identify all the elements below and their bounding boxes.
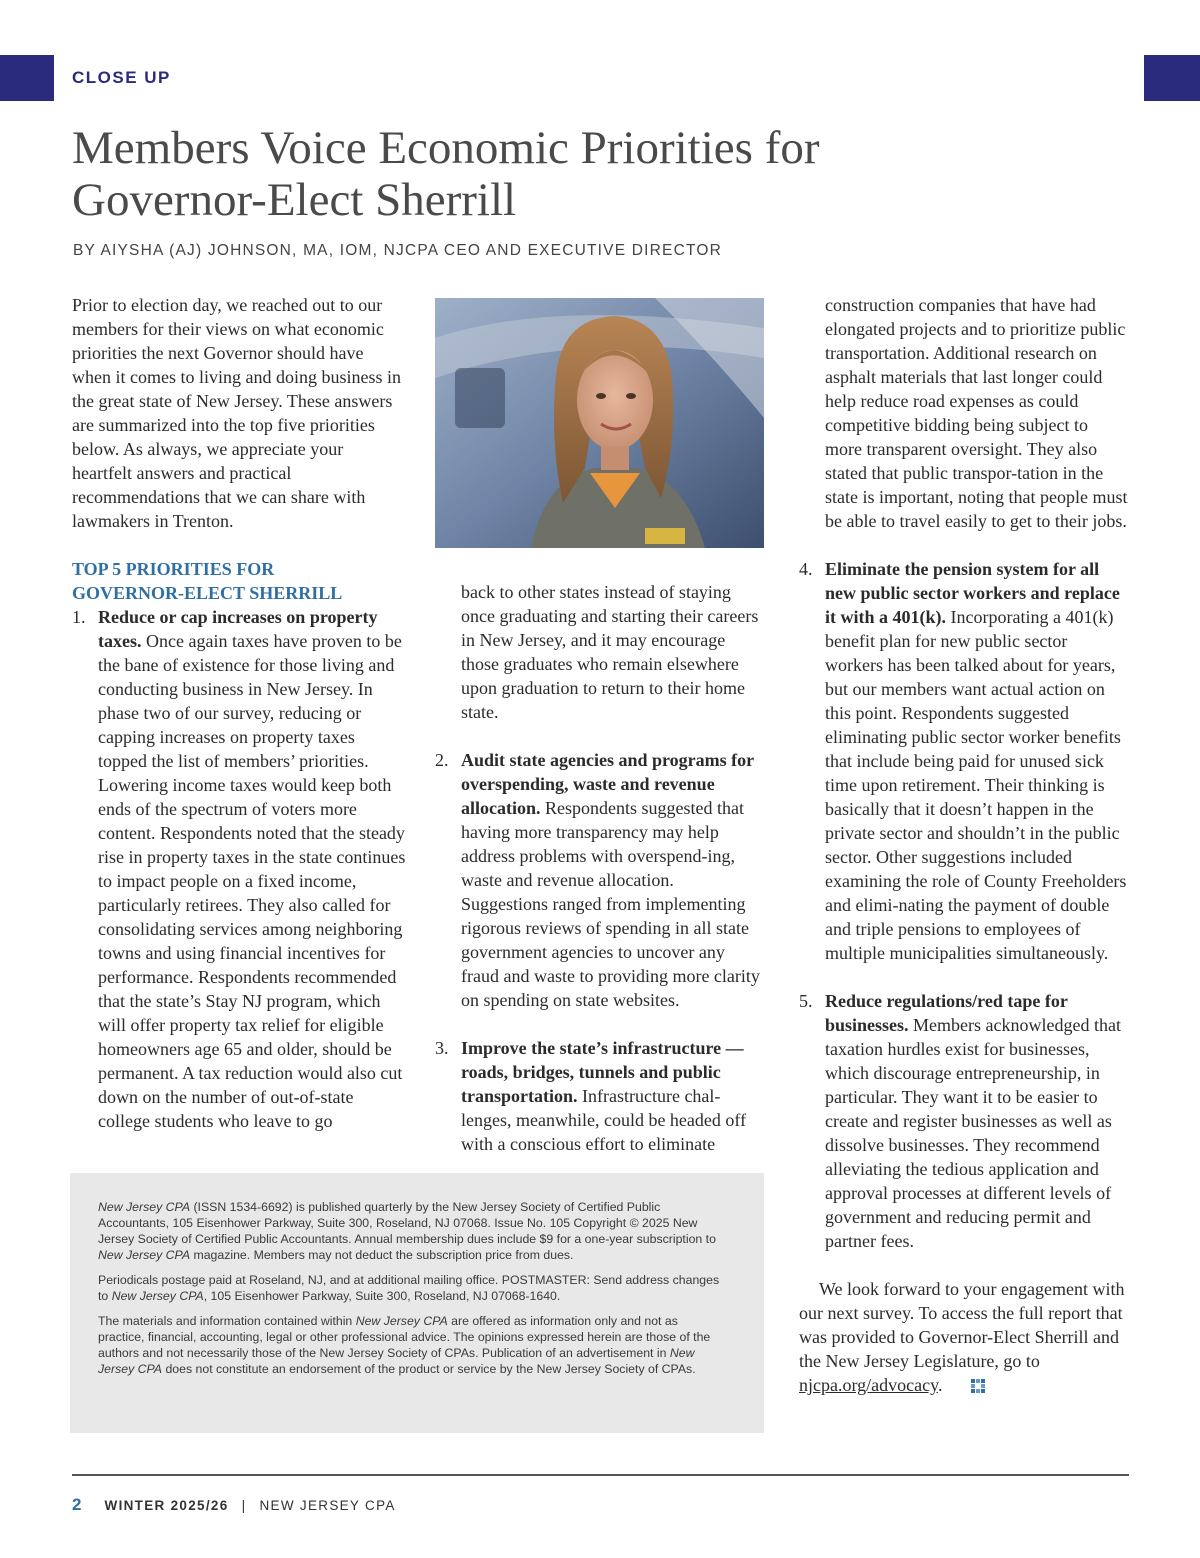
footer-divider: [72, 1474, 1129, 1476]
section-label: CLOSE UP: [72, 68, 171, 87]
item-text: Respondents suggested that having more transparency may help address problems with overspend-ing, waste and revenue allocation. Suggestions ranged from implementing rigorous reviews of spending in all state government agencies to uncover any fraud and waste to providing more clarity on spending on state websites.: [461, 798, 760, 1010]
item-heading: Audit state agencies and programs for overspending, waste and revenue allocation.: [461, 750, 754, 818]
portrait-image: [435, 298, 764, 548]
item-number: 4.: [799, 559, 813, 579]
column-1: [72, 293, 406, 1133]
page-number: 2: [72, 1495, 82, 1514]
item-heading: Reduce or cap increases on property taxes.: [98, 607, 378, 651]
article-title: [72, 122, 932, 226]
item-heading: Reduce regulations/red tape for businesses.: [825, 991, 1068, 1035]
column-2: [435, 580, 763, 1156]
item-text: Once again taxes have proven to be the bane of existence for those living and conducting business in New Jersey. In phase two of our survey, reducing or capping increases on property taxes topped the list of members’ priorities. Lowering income taxes would keep both ends of the spectrum of voters more content. Respondents noted that the steady rise in property taxes in the state continues to impact people on a fixed income, particularly retirees. They also called for consolidating services among neighboring towns and using financial incentives for performance. Respondents recommended that the state’s Stay NJ program, which will offer property tax relief for eligible homeowners age 65 and older, should be permanent. A tax reduction would also cut down on the number of out-of-state college students who leave to go: [98, 631, 406, 1131]
title-line-1: Members Voice Economic Priorities for: [72, 122, 820, 174]
notice-paragraph-3: The materials and information contained within New Jersey CPA are offered as information only and not as practice, financial, accounting, legal or other professional advice. The opinions expressed herein are those of the authors and not necessarily those of the New Jersey Society of CPAs. Publication of an advertisement in New Jersey CPA does not constitute an endorsement of the product or service by the New Jersey Society of CPAs.: [98, 1314, 711, 1376]
end-mark-icon: [951, 1375, 985, 1399]
publication-notice: [70, 1173, 764, 1433]
byline: BY AIYSHA (AJ) JOHNSON, MA, IOM, NJCPA CEO AND EXECUTIVE DIRECTOR: [73, 242, 723, 259]
item-text: Members acknowledged that taxation hurdles exist for businesses, which discourage entrepreneurship, in particular. They want it to be easier to create and register businesses as well as dissolve businesses. They recommend alleviating the tedious application and approval processes at different levels of government and reducing permit and partner fees.: [825, 1015, 1121, 1251]
portrait-photo: [435, 298, 764, 548]
item-number: 2.: [435, 750, 449, 770]
priority-item-5: [799, 989, 1129, 1253]
page-footer: [72, 1495, 396, 1515]
notice-paragraph-1: New Jersey CPA (ISSN 1534-6692) is published quarterly by the New Jersey Society of Certified Public Accountants, 105 Eisenhower Parkway, Suite 300, Roseland, NJ 07068. Issue No. 105 Copyright © 2025 New Jersey Society of Certified Public Accountants. Annual membership dues include $9 for a one-year subscription to New Jersey CPA magazine. Members may not deduct the subscription price from dues.: [98, 1200, 716, 1262]
item-number: 3.: [435, 1038, 449, 1058]
publication-name: NEW JERSEY CPA: [259, 1498, 396, 1513]
issue-season: WINTER 2025/26: [104, 1498, 229, 1513]
priority-item-1: [72, 605, 406, 1133]
column-3: [799, 293, 1129, 1399]
item-number: 1.: [72, 607, 86, 627]
item-text: back to other states instead of staying once graduating and starting their careers in New Jersey, and it may encourage those graduates who remain elsewhere upon graduation to return to their home state.: [461, 582, 759, 722]
item-text: Incorporating a 401(k) benefit plan for new public sector workers has been talked about for years, but our members want actual action on this point. Respondents suggested eliminating public sector worker benefits that include being paid for unused sick time upon retirement. Their thinking is basically that it doesn’t happen in the private sector and shouldn’t in the public sector. Other suggestions included examining the role of County Freeholders and elimi-nating the payment of double and triple pensions to employees of multiple municipalities simultaneously.: [825, 607, 1127, 963]
priority-item-1-continued: [435, 580, 763, 724]
item-heading: Improve the state’s infrastructure — roads, bridges, tunnels and public transportation.: [461, 1038, 744, 1106]
closing-paragraph: We look forward to your engagement with our next survey. To access the full report that was provided to Governor-Elect Sherrill and the New Jersey Legislature, go to njcpa.org/advocacy.: [799, 1277, 1129, 1399]
title-line-2: Governor-Elect Sherrill: [72, 174, 517, 226]
intro-paragraph: Prior to election day, we reached out to our members for their views on what economic priorities the next Governor should have when it comes to living and doing business in the great state of New Jersey. These answers are summarized into the top five priorities below. As always, we appreciate your heartfelt answers and practical recommendations that we can share with lawmakers in Trenton.: [72, 295, 401, 531]
priority-item-3-continued: [799, 293, 1129, 533]
corner-accent-right: [1144, 55, 1200, 101]
corner-accent-left: [0, 55, 54, 101]
priorities-subhead: TOP 5 PRIORITIES FOR GOVERNOR-ELECT SHERRILL: [72, 559, 343, 603]
priority-item-4: [799, 557, 1129, 965]
advocacy-link[interactable]: njcpa.org/advocacy: [799, 1375, 938, 1395]
item-number: 5.: [799, 991, 813, 1011]
footer-separator: |: [241, 1498, 247, 1513]
priority-item-2: [435, 748, 763, 1012]
notice-paragraph-2: Periodicals postage paid at Roseland, NJ, and at additional mailing office. POSTMASTER: Send address changes to New Jersey CPA, 105 Eisenhower Parkway, Suite 300, Roseland, NJ 07068-1640.: [98, 1273, 720, 1303]
item-heading: Eliminate the pension system for all new public sector workers and replace it with a 401(k).: [825, 559, 1120, 627]
item-text: Infrastructure chal-lenges, meanwhile, could be headed off with a conscious effort to eliminate: [461, 1086, 747, 1154]
item-text: construction companies that have had elongated projects and to prioritize public transportation. Additional research on asphalt materials that last longer could help reduce road expenses as could competitive bidding being subject to more transparent oversight. They also stated that public transpor-tation in the state is important, noting that people must be able to travel easily to get to their jobs.: [825, 295, 1128, 531]
priority-item-3: [435, 1036, 763, 1156]
